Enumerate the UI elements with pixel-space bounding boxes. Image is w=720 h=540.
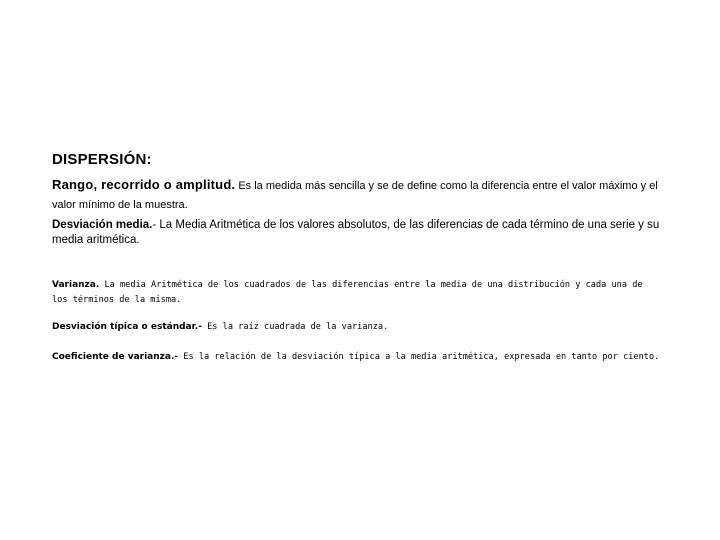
definition-rango: Es la medida más sencilla y se de define como la diferencia entre el valor máximo y el valor mínimo de la muestra. <box>52 180 658 211</box>
definition-desviacion-media: - La Media Aritmética de los valores absolutos, de las diferencias de cada término de una serie y su media aritmética. <box>52 219 660 246</box>
paragraph-coeficiente <box>52 350 672 365</box>
definition-varianza: La media Aritmética de los cuadrados de las diferencias entre la media de una distribución y cada una de los términos de la misma. <box>52 280 643 305</box>
term-varianza: Varianza. <box>52 280 100 290</box>
term-desviacion-media: Desviación media. <box>52 219 153 231</box>
definition-desviacion-tipica: Es la raíz cuadrada de la varianza. <box>201 322 389 332</box>
paragraph-varianza <box>52 278 662 308</box>
paragraph-desviacion-tipica <box>52 320 662 335</box>
term-desviacion-tipica: Desviación típica o estándar.- <box>52 322 202 332</box>
paragraph-desviacion-media <box>52 218 672 248</box>
slide-title: DISPERSIÓN: <box>52 151 152 168</box>
paragraph-rango <box>52 175 672 215</box>
definition-coeficiente: Es la relación de la desviación típica a la media aritmética, expresada en tanto por ciento. <box>178 352 660 362</box>
term-rango: Rango, recorrido o amplitud. <box>52 177 236 192</box>
term-coeficiente: Coeficiente de varianza.- <box>52 352 179 362</box>
